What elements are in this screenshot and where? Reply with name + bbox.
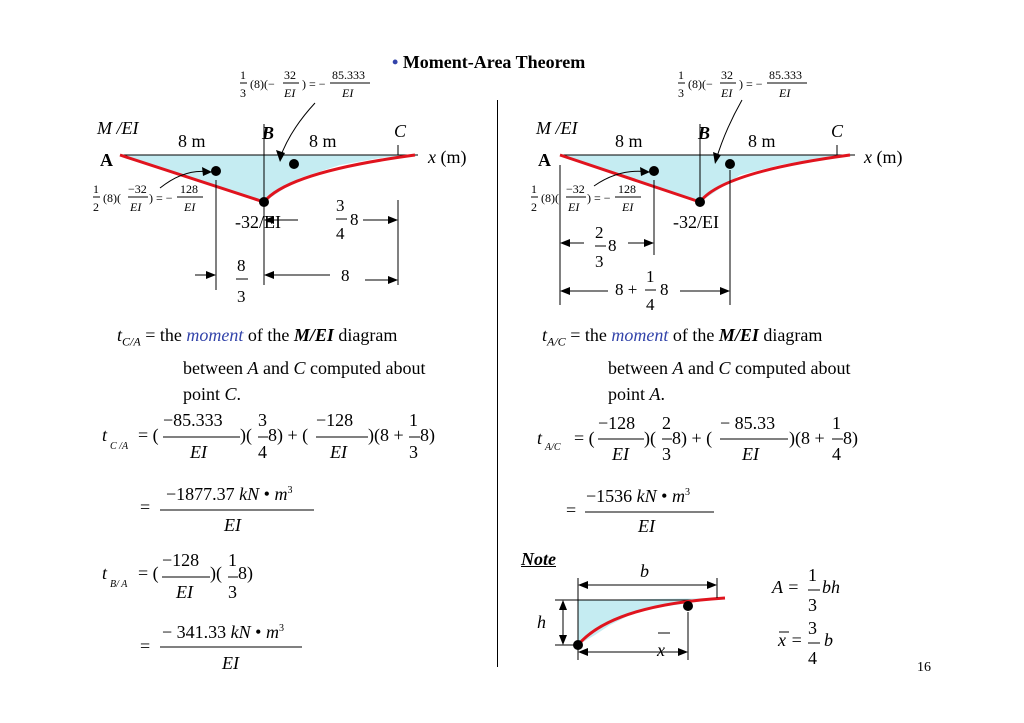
left-tri-c1: 1 [93, 182, 99, 196]
left-def-l2c: and [262, 357, 289, 378]
right-res1-den: EI [638, 516, 655, 536]
right-para-c2: 3 [678, 86, 684, 100]
right-para-ei1: EI [721, 86, 733, 100]
left-def-text2: of the [247, 325, 290, 345]
note-area-a: A = [772, 577, 800, 597]
left-eq2-sub: B/ A [110, 579, 128, 590]
note-xbar-arrowhead-r [678, 648, 688, 656]
left-dim-b-den: 4 [336, 224, 345, 243]
left-eq2-t: t [102, 563, 108, 583]
right-def-text3: diagram [763, 325, 823, 345]
left-para-c2: 3 [240, 86, 246, 100]
right-x-unit: (m) [876, 147, 903, 167]
right-tri-c: ) [587, 191, 591, 205]
note-b-label: b [640, 561, 649, 581]
left-eq1-sub: C /A [110, 441, 129, 452]
note-title: Note [521, 549, 556, 569]
right-dim-b-den: 4 [646, 295, 655, 314]
left-eq1-m2: 8) + ( [268, 425, 309, 445]
right-para-c1: 1 [678, 68, 684, 82]
left-res2-m: m [265, 622, 279, 642]
note-area-rhs: bh [822, 577, 840, 597]
note-cent-n: 3 [808, 618, 817, 638]
right-eq1-m3: )(8 + [789, 428, 825, 448]
right-para-c: ) [739, 77, 743, 91]
title-text: Moment-Area Theorem [402, 52, 586, 72]
left-para-d-text: = − [309, 77, 326, 91]
right-def-moment: moment [611, 325, 669, 345]
left-eq1-f1n: 3 [258, 410, 267, 430]
right-span-ab: 8 m [615, 131, 643, 151]
left-eq1-d1: EI [190, 442, 207, 462]
right-res1-eq: = [566, 500, 577, 520]
left-eq2-m1: )( [210, 563, 222, 583]
note-h-arrowhead-b [559, 635, 567, 645]
left-eq1-n1: −85.333 [163, 410, 223, 430]
right-point-b: B [698, 123, 711, 143]
left-res1-m: m [274, 484, 288, 504]
left-res2-exp: 3 [278, 623, 284, 634]
right-def-text1: = the [570, 325, 607, 345]
right-eq1-t: t [537, 428, 543, 448]
left-para-c1: 1 [240, 68, 246, 82]
left-x-unit: (m) [440, 147, 467, 167]
right-dim-a-den: 3 [595, 252, 604, 271]
left-eq1-f1d: 4 [258, 442, 267, 462]
right-span-bc: 8 m [748, 131, 776, 151]
left-res1-den: EI [224, 515, 241, 535]
right-dim-b-pre: 8 + [615, 280, 638, 299]
right-para-e: 85.333 [769, 68, 802, 82]
left-min-label: -32/EI [235, 212, 281, 232]
note-h-arrowhead-t [559, 600, 567, 610]
right-def-text2: of the [672, 325, 715, 345]
right-tri-e: 128 [618, 182, 636, 196]
right-x-symbol: x [864, 147, 872, 167]
note-fill [578, 598, 725, 645]
left-res1-value: −1877.37 [166, 484, 235, 504]
note-area-n: 1 [808, 565, 817, 585]
right-axis-label: M /EI [536, 118, 578, 138]
note-centroid-point [683, 601, 693, 611]
left-eq1-m1: )( [240, 425, 252, 445]
right-def-l2a: between [608, 357, 668, 378]
right-res1-unit: kN [636, 486, 657, 506]
left-tri-c2: 2 [93, 200, 99, 214]
right-dim-a-num: 2 [595, 223, 604, 242]
left-tri-a: (8)( [103, 191, 121, 205]
right-def-l2d: C [718, 357, 731, 378]
left-dim-a-den: 3 [237, 287, 246, 306]
left-eq2-f1n: 1 [228, 550, 237, 570]
right-dim-a-mul: 8 [608, 236, 617, 255]
left-res2-eq: = [140, 636, 151, 656]
right-tri-a: (8)( [541, 191, 559, 205]
left-dim-full: 8 [341, 266, 350, 285]
right-def-l2b: A [672, 357, 684, 378]
left-res1-exp: 3 [287, 485, 293, 496]
right-tri-c1: 1 [531, 182, 537, 196]
right-eq1-m1: )( [644, 428, 656, 448]
note-area-lhs [772, 577, 799, 598]
right-tri-b: −32 [566, 182, 585, 196]
note-b-arrowhead-r [707, 581, 717, 589]
left-point-a: A [100, 150, 113, 170]
left-eq2-m2: 8) [238, 563, 253, 583]
right-def-l3c: . [660, 383, 666, 404]
left-def-l3a: point [183, 383, 221, 404]
right-tri-d: = − [594, 191, 611, 205]
left-eq1-m3: )(8 + [368, 425, 404, 445]
left-def-l3c: . [236, 383, 242, 404]
left-res2-num [162, 622, 284, 643]
left-eq1-f2n: 1 [409, 410, 418, 430]
left-para-a: (8)(− [250, 77, 275, 91]
right-res1-num [586, 486, 690, 507]
note-h-label: h [537, 612, 546, 632]
left-def-text3: diagram [338, 325, 398, 345]
right-eq1-f1n: 2 [662, 413, 671, 433]
left-res1-dot: • [263, 484, 270, 504]
right-eq1-f2d: 4 [832, 444, 841, 464]
right-para-ei2: EI [779, 86, 791, 100]
left-eq1-t: t [102, 425, 108, 445]
note-cent-d: 4 [808, 648, 817, 668]
right-tri-ei1: EI [568, 200, 580, 214]
left-eq2-n1: −128 [162, 550, 200, 570]
note-cent-rhs: b [824, 630, 833, 650]
left-eq1-d2: EI [330, 442, 347, 462]
note-b-arrowhead-l [578, 581, 588, 589]
left-point-b: B [262, 123, 275, 143]
left-dim-a-num: 8 [237, 256, 246, 275]
right-def-sub: A/C [547, 334, 566, 349]
left-def-l3b: C [224, 383, 237, 404]
left-def-moment: moment [186, 325, 244, 345]
left-def-l2d: C [293, 357, 306, 378]
left-def-l2e: computed about [309, 357, 426, 378]
left-x-symbol: x [428, 147, 436, 167]
right-eq1-f2n: 1 [832, 413, 841, 433]
left-para-c: ) [302, 77, 306, 91]
left-eq2-d1: EI [176, 582, 193, 602]
left-eq-bars [0, 0, 500, 723]
right-def-l3a: point [608, 383, 646, 404]
left-def-t: t [117, 325, 123, 345]
page-number: 16 [917, 660, 931, 675]
left-span-bc: 8 m [309, 131, 337, 151]
left-def-l2a: between [183, 357, 243, 378]
left-res2-den: EI [222, 653, 239, 673]
left-eq1-f2d: 3 [409, 442, 418, 462]
left-para-e: 85.333 [332, 68, 365, 82]
right-eq1-n1: −128 [598, 413, 636, 433]
right-res1-exp: 3 [684, 487, 690, 498]
left-eq2-f1d: 3 [228, 582, 237, 602]
left-def-text1: = the [145, 325, 182, 345]
note-cent-lhs: x = [778, 630, 803, 650]
right-eq-bars [500, 0, 1024, 723]
right-tri-ei2: EI [622, 200, 634, 214]
left-para-ei1: EI [284, 86, 296, 100]
right-dim-b-mul: 8 [660, 280, 669, 299]
right-min-label: -32/EI [673, 212, 719, 232]
left-axis-label: M /EI [97, 118, 139, 138]
left-def-sub: C/A [122, 334, 141, 349]
left-res2-dot: • [255, 622, 262, 642]
right-para-b: 32 [721, 68, 733, 82]
left-eq1-n2: −128 [316, 410, 354, 430]
left-def-l2b: A [247, 357, 259, 378]
right-eq1-m4: 8) [843, 428, 858, 448]
left-res2-unit: kN [230, 622, 251, 642]
right-res1-value: −1536 [586, 486, 633, 506]
right-def-l3b: A [649, 383, 661, 404]
right-eq1-m2: 8) + ( [672, 428, 713, 448]
right-eq1-d1: EI [612, 444, 629, 464]
right-eq1-eq: = ( [574, 428, 595, 448]
note-xbar-label: x [657, 640, 665, 660]
right-para-d: = − [746, 77, 763, 91]
left-def-diagram: M/EI [293, 325, 334, 345]
right-point-c: C [831, 121, 844, 141]
right-res1-dot: • [661, 486, 668, 506]
left-tri-ei1: EI [130, 200, 142, 214]
note-area-d: 3 [808, 595, 817, 615]
left-res1-unit: kN [239, 484, 260, 504]
right-eq1-d2: EI [742, 444, 759, 464]
left-res2-value: − 341.33 [162, 622, 227, 642]
left-res1-eq: = [140, 497, 151, 517]
left-tri-c: ) [149, 191, 153, 205]
right-eq1-n2: − 85.33 [720, 413, 776, 433]
right-def-l2c: and [687, 357, 714, 378]
right-eq1-f1d: 3 [662, 444, 671, 464]
left-para-b: 32 [284, 68, 296, 82]
left-point-c: C [394, 121, 407, 141]
left-tri-ei2: EI [184, 200, 196, 214]
left-eq1-m4: 8) [420, 425, 435, 445]
title-bullet: • [392, 52, 399, 72]
left-dim-b-mul: 8 [350, 210, 359, 229]
right-res1-m: m [671, 486, 685, 506]
right-dim-b-num: 1 [646, 267, 655, 286]
left-tri-e: 128 [180, 182, 198, 196]
left-tri-b: −32 [128, 182, 147, 196]
left-span-ab: 8 m [178, 131, 206, 151]
left-res1-num [166, 484, 292, 505]
right-eq1-sub: A/C [545, 442, 561, 453]
right-tri-c2: 2 [531, 200, 537, 214]
left-eq1-eq: = ( [138, 425, 159, 445]
left-dim-b-num: 3 [336, 196, 345, 215]
right-para-a: (8)(− [688, 77, 713, 91]
right-point-a: A [538, 150, 551, 170]
left-tri-d: = − [156, 191, 173, 205]
left-eq2-eq: = ( [138, 563, 159, 583]
right-def-l2e: computed about [734, 357, 851, 378]
left-para-ei2: EI [342, 86, 354, 100]
right-def-t: t [542, 325, 548, 345]
right-def-diagram: M/EI [718, 325, 759, 345]
